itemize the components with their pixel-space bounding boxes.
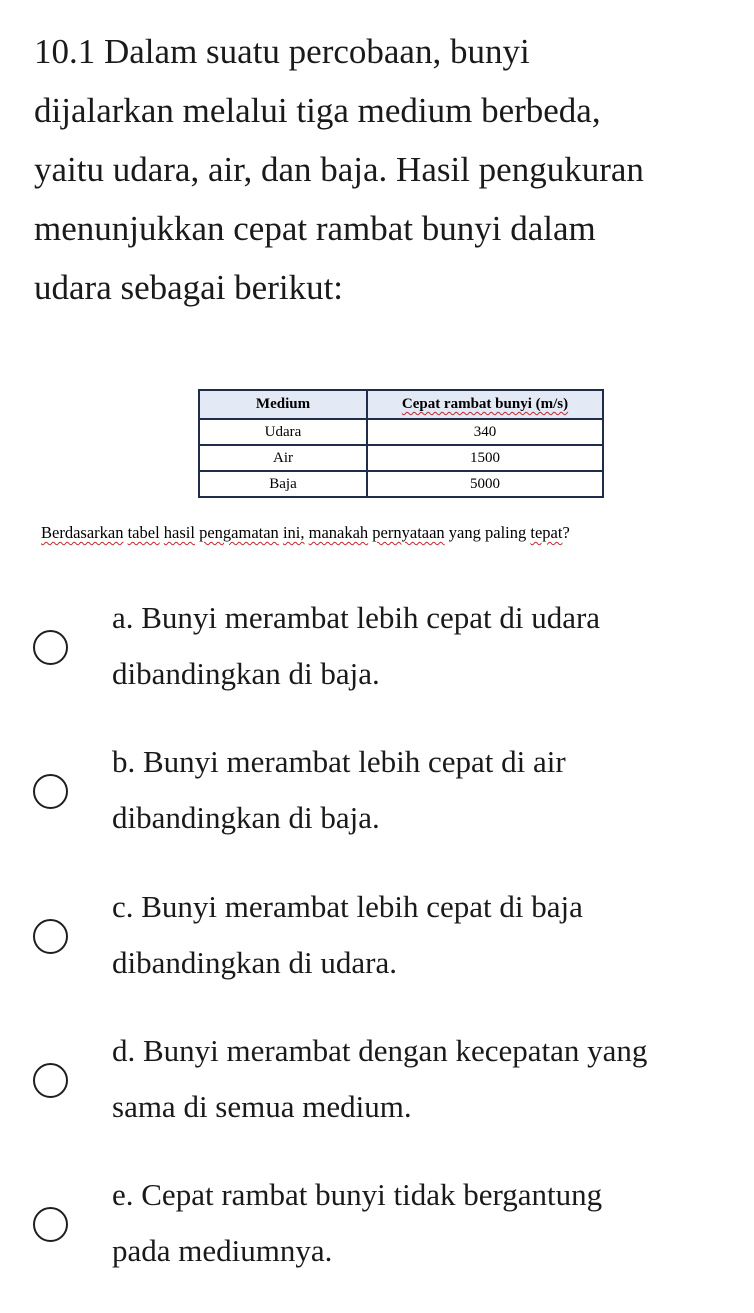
- table-cell-speed: 1500: [367, 445, 603, 471]
- table-cell-speed: 5000: [367, 471, 603, 497]
- table-header-speed: Cepat rambat bunyi (m/s): [367, 390, 603, 419]
- question-text: [34, 22, 749, 317]
- option-a-label[interactable]: a. Bunyi merambat lebih cepat di udara dibandingkan di baja.: [112, 600, 601, 691]
- table-row: [199, 419, 603, 445]
- option-e-label[interactable]: e. Cepat rambat bunyi tidak bergantung pada mediumnya.: [112, 1177, 603, 1268]
- question-line: menunjukkan cepat rambat bunyi dalam: [34, 209, 596, 248]
- table-cell-medium: Baja: [199, 471, 367, 497]
- option-b-radio[interactable]: [33, 774, 68, 809]
- question-line: yaitu udara, air, dan baja. Hasil pengukuran: [34, 150, 644, 189]
- table-header-row: [199, 390, 603, 419]
- table-cell-speed: 340: [367, 419, 603, 445]
- option-d-radio[interactable]: [33, 1063, 68, 1098]
- option-c-label[interactable]: c. Bunyi merambat lebih cepat di baja dibandingkan di udara.: [112, 889, 583, 980]
- option-a-radio[interactable]: [33, 630, 68, 665]
- option-b-label[interactable]: b. Bunyi merambat lebih cepat di air dibandingkan di baja.: [112, 744, 566, 835]
- table-cell-medium: Udara: [199, 419, 367, 445]
- table-header-medium: Medium: [199, 390, 367, 419]
- table-cell-medium: Air: [199, 445, 367, 471]
- speed-table-image: [198, 389, 604, 498]
- table-row: [199, 471, 603, 497]
- table-row: [199, 445, 603, 471]
- option-c-radio[interactable]: [33, 919, 68, 954]
- option-d-label[interactable]: d. Bunyi merambat dengan kecepatan yang sama di semua medium.: [112, 1033, 648, 1124]
- question-line: 10.1 Dalam suatu percobaan, bunyi: [34, 32, 530, 71]
- speed-table: [198, 389, 604, 498]
- question-line: dijalarkan melalui tiga medium berbeda,: [34, 91, 601, 130]
- sub-question-text: Berdasarkan tabel hasil pengamatan ini, manakah pernyataan yang paling tepat?: [41, 523, 570, 542]
- question-line: udara sebagai berikut:: [34, 268, 344, 307]
- option-e-radio[interactable]: [33, 1207, 68, 1242]
